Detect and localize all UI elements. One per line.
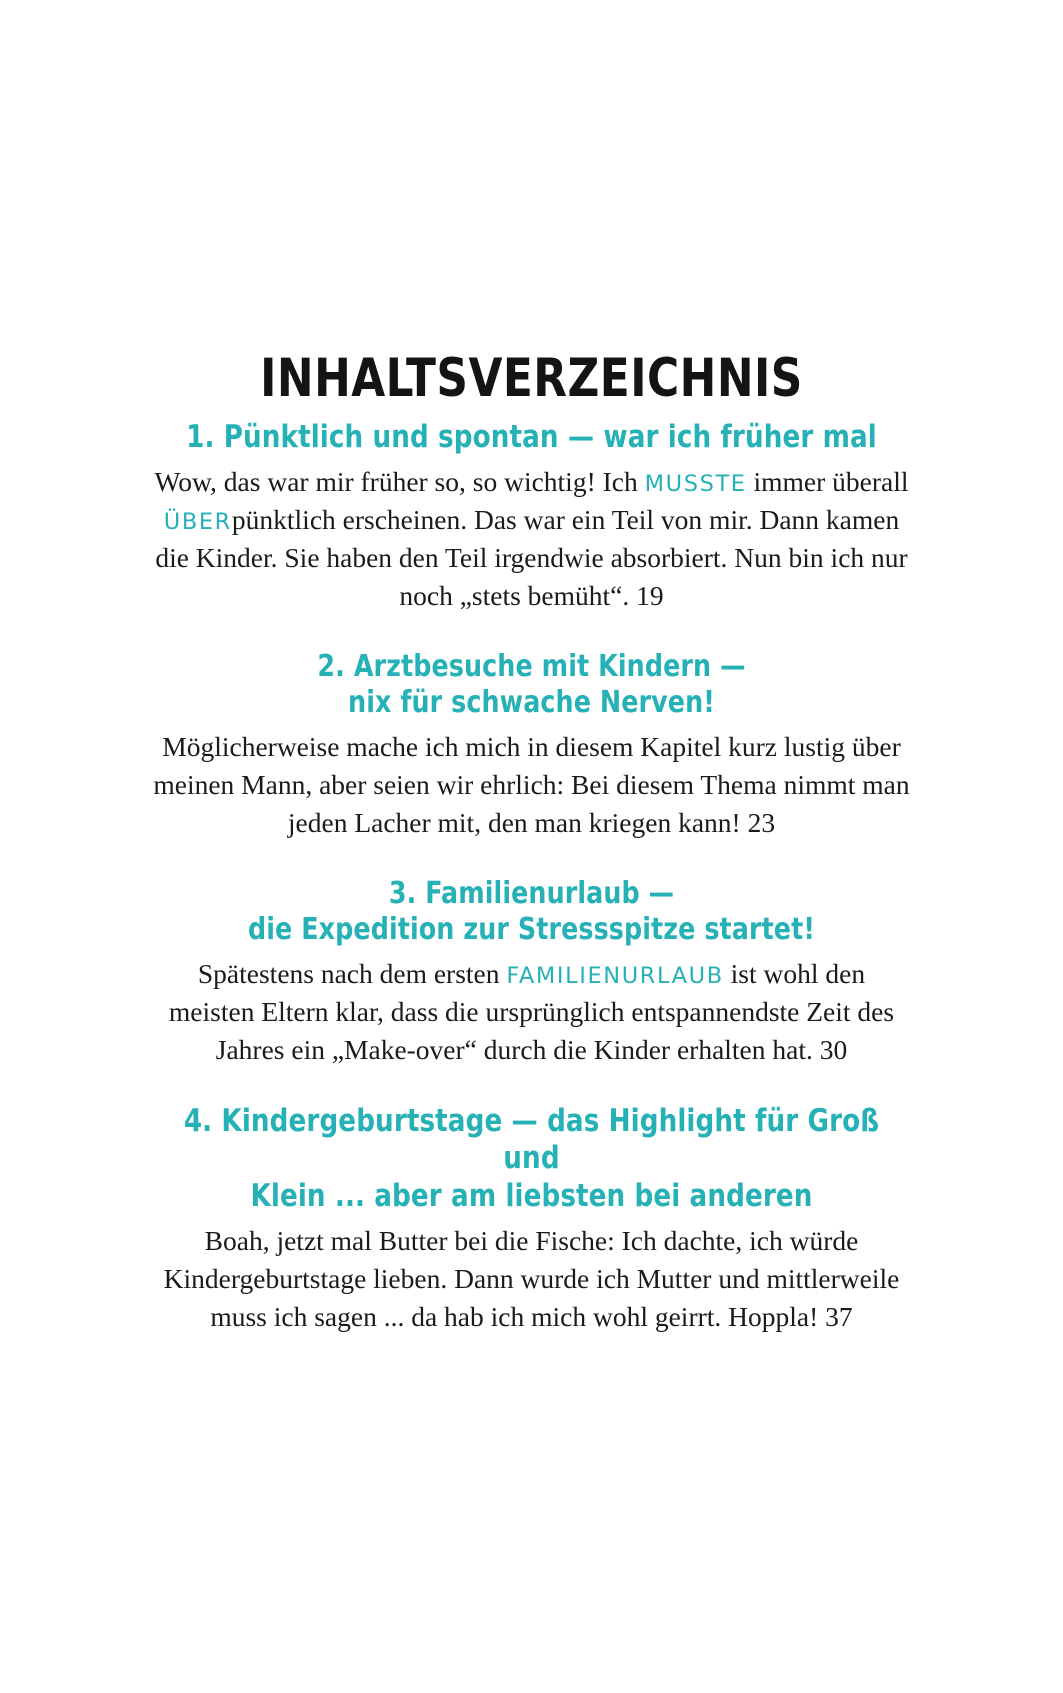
toc-entry-2-title xyxy=(171,649,892,722)
toc-entry-2 xyxy=(148,649,915,842)
toc-entry-3-desc-part2: ist wohl den meisten Eltern klar, dass die ursprünglich entspannendste Zeit des Jahres ein „Make-over“ durch die Kinder erhalten hat. xyxy=(168,957,895,1065)
toc-entry-1-desc-part2: immer überall xyxy=(746,465,909,497)
toc-entry-3-title xyxy=(171,876,892,949)
toc-entry-2-title-line1: 2. Arztbesuche mit Kindern — xyxy=(317,648,746,684)
toc-entry-4-title-line2: Klein ... aber am liebsten bei anderen xyxy=(250,1178,813,1215)
toc-entry-3-page-number: 30 xyxy=(819,1033,848,1065)
toc-entry-1-desc-part3: pünktlich erscheinen. Das war ein Teil von mir. Dann kamen die Kinder. Sie haben den Teil irgendwie absorbiert. Nun bin ich nur noch „stets bemüht“. xyxy=(155,503,908,611)
toc-entry-4 xyxy=(148,1103,915,1336)
toc-entry-3-desc-part1: Spätestens nach dem ersten xyxy=(197,957,507,989)
toc-entry-2-title-line2: nix für schwache Nerven! xyxy=(348,685,715,721)
toc-entry-1-title: 1. Pünktlich und spontan — war ich früher mal xyxy=(186,419,877,455)
toc-entry-2-description xyxy=(148,728,915,842)
page-title: INHALTSVERZEICHNIS xyxy=(260,348,803,409)
toc-entry-4-description xyxy=(148,1222,915,1336)
toc-entry-1-highlight-musste: MUSSTE xyxy=(644,470,747,497)
toc-entry-4-title xyxy=(171,1103,892,1216)
toc-entry-4-title-line1: 4. Kindergeburtstage — das Highlight für Groß und xyxy=(183,1102,880,1177)
toc-entry-1-page-number: 19 xyxy=(636,579,664,611)
toc-entry-4-page-number: 37 xyxy=(825,1300,853,1332)
toc-entry-3-description xyxy=(148,955,915,1069)
toc-entry-4-desc-part1: Boah, jetzt mal Butter bei die Fische: Ich dachte, ich würde Kindergeburtstage lieben. Dann wurde ich Mutter und mittlerweile muss ich sagen ... da hab ich mich wohl geirrt. Hoppla! xyxy=(163,1225,900,1332)
toc-entry-1-highlight-ueber: ÜBER xyxy=(163,508,232,535)
toc-entry-2-desc-part1: Möglicherweise mache ich mich in diesem Kapitel kurz lustig über meinen Mann, aber seien wir ehrlich: Bei diesem Thema nimmt man jeden Lacher mit, den man kriegen kann! xyxy=(153,730,910,838)
toc-entry-1 xyxy=(148,419,915,615)
toc-entry-3 xyxy=(148,876,915,1069)
toc-entry-3-title-line2: die Expedition zur Stressspitze startet! xyxy=(247,912,816,948)
toc-entry-3-title-line1: 3. Familienurlaub — xyxy=(388,875,675,911)
toc-entry-1-desc-part1: Wow, das war mir früher so, so wichtig! Ich xyxy=(154,465,645,497)
toc-entry-3-highlight-familienurlaub: FAMILIENURLAUB xyxy=(506,962,724,989)
toc-entry-1-description xyxy=(148,463,915,615)
toc-entry-2-page-number: 23 xyxy=(747,806,776,838)
